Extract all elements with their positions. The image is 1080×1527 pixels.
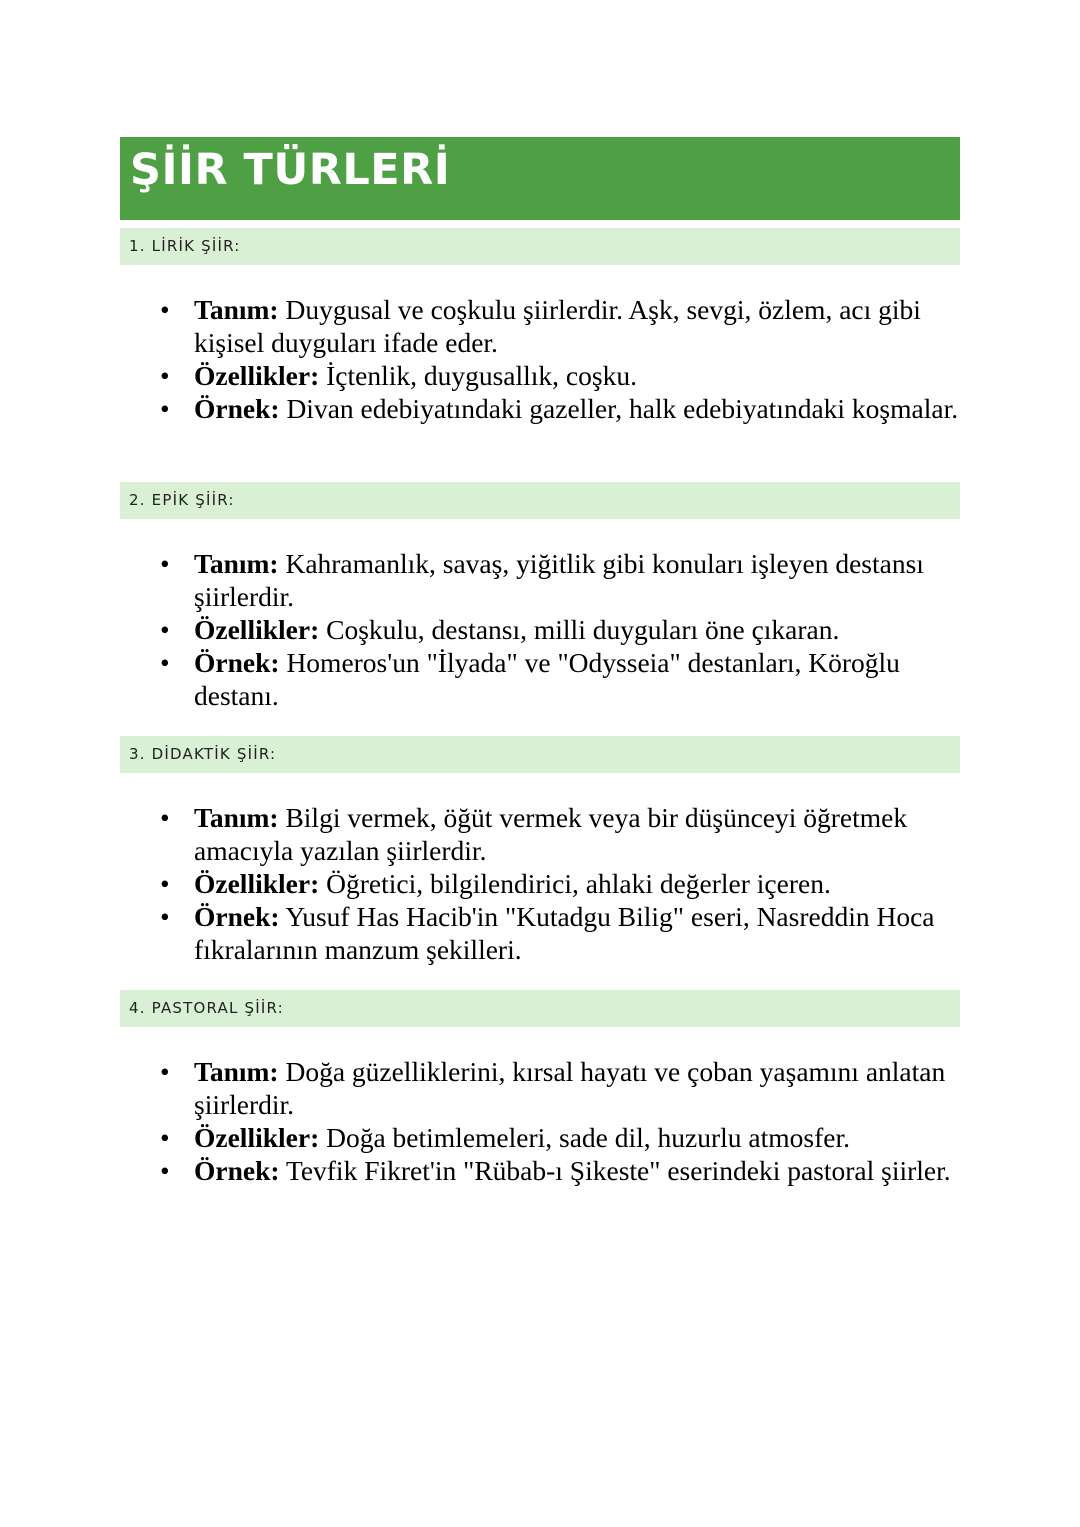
bullet-icon: • [160, 1056, 170, 1087]
item-label: Örnek: [194, 647, 280, 678]
list-item [160, 1055, 960, 1121]
item-text: Bilgi vermek, öğüt vermek veya bir düşünceyi öğretmek amacıyla yazılan şiirlerdir. [194, 802, 908, 866]
section-heading: 2. EPİK ŞİİR: [129, 491, 235, 509]
list-item [160, 1154, 960, 1187]
item-text: İçtenlik, duygusallık, coşku. [319, 360, 637, 391]
item-label: Tanım: [194, 548, 279, 579]
item-label: Özellikler: [194, 868, 320, 899]
item-text: Doğa betimlemeleri, sade dil, huzurlu atmosfer. [319, 1122, 850, 1153]
item-text: Tevfik Fikret'in "Rübab-ı Şikeste" eserindeki pastoral şiirler. [279, 1155, 951, 1186]
item-text: Doğa güzelliklerini, kırsal hayatı ve çoban yaşamını anlatan şiirlerdir. [194, 1056, 946, 1120]
list-item [160, 646, 960, 712]
bullet-icon: • [160, 647, 170, 678]
section-list-epik [160, 547, 960, 712]
section-header-pastoral [120, 990, 960, 1027]
list-item [160, 1121, 960, 1154]
item-label: Örnek: [194, 393, 280, 424]
bullet-icon: • [160, 1122, 170, 1153]
item-text: Duygusal ve coşkulu şiirlerdir. Aşk, sevgi, özlem, acı gibi kişisel duyguları ifade eder. [194, 294, 921, 358]
bullet-icon: • [160, 901, 170, 932]
section-list-lirik [160, 293, 960, 425]
item-label: Özellikler: [194, 614, 320, 645]
section-heading: 1. LİRİK ŞİİR: [129, 237, 241, 255]
bullet-icon: • [160, 360, 170, 391]
list-item [160, 392, 960, 425]
item-label: Tanım: [194, 294, 279, 325]
item-text: Kahramanlık, savaş, yiğitlik gibi konuları işleyen destansı şiirlerdir. [194, 548, 924, 612]
list-item [160, 867, 960, 900]
list-item [160, 801, 960, 867]
item-label: Örnek: [194, 1155, 280, 1186]
item-text: Yusuf Has Hacib'in "Kutadgu Bilig" eseri, Nasreddin Hoca fıkralarının manzum şekilleri. [194, 901, 935, 965]
section-header-didaktik [120, 736, 960, 773]
section-heading: 3. DİDAKTİK ŞİİR: [129, 745, 277, 763]
item-label: Tanım: [194, 802, 279, 833]
item-label: Tanım: [194, 1056, 279, 1087]
section-list-didaktik [160, 801, 960, 966]
item-text: Homeros'un "İlyada" ve "Odysseia" destanları, Köroğlu destanı. [194, 647, 900, 711]
section-header-lirik [120, 228, 960, 265]
list-item [160, 613, 960, 646]
section-heading: 4. PASTORAL ŞİİR: [129, 999, 284, 1017]
item-label: Örnek: [194, 901, 280, 932]
page-title: ŞİİR TÜRLERİ [130, 145, 451, 195]
section-list-pastoral [160, 1055, 960, 1187]
item-text: Öğretici, bilgilendirici, ahlaki değerler içeren. [319, 868, 831, 899]
list-item [160, 359, 960, 392]
bullet-icon: • [160, 1155, 170, 1186]
bullet-icon: • [160, 802, 170, 833]
list-item [160, 547, 960, 613]
bullet-icon: • [160, 868, 170, 899]
list-item [160, 900, 960, 966]
list-item [160, 293, 960, 359]
bullet-icon: • [160, 294, 170, 325]
item-label: Özellikler: [194, 360, 320, 391]
page-title-banner [120, 137, 960, 220]
item-label: Özellikler: [194, 1122, 320, 1153]
bullet-icon: • [160, 614, 170, 645]
item-text: Coşkulu, destansı, milli duyguları öne çıkaran. [319, 614, 840, 645]
section-header-epik [120, 482, 960, 519]
bullet-icon: • [160, 548, 170, 579]
bullet-icon: • [160, 393, 170, 424]
item-text: Divan edebiyatındaki gazeller, halk edebiyatındaki koşmalar. [279, 393, 959, 424]
